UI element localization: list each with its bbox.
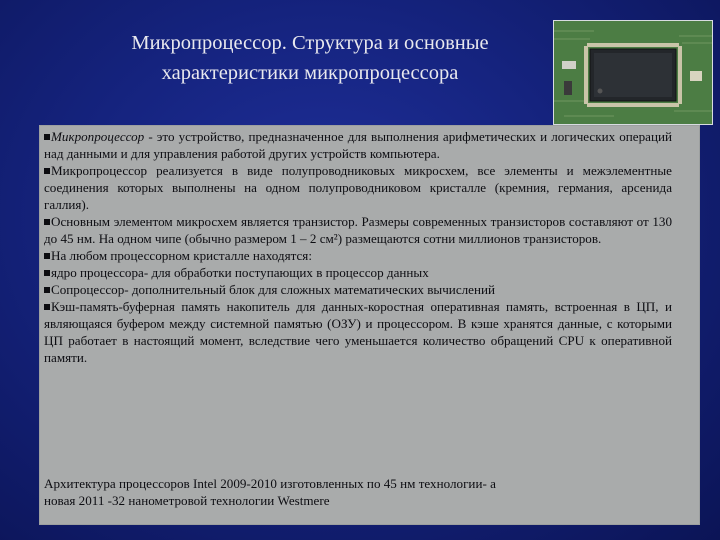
- square-bullet-icon: [44, 287, 50, 293]
- bullet-list: [44, 128, 672, 366]
- list-item: Сопроцессор- дополнительный блок для сложных математических вычислений: [44, 281, 672, 298]
- list-item: На любом процессорном кристалле находятся:: [44, 247, 672, 264]
- list-item: Микропроцессор - это устройство, предназначенное для выполнения арифметических и логических операций над данными и для управления работой других устройств компьютера.: [44, 129, 672, 161]
- footer-note: [44, 475, 672, 509]
- square-bullet-icon: [44, 134, 50, 140]
- title-line-1: Микропроцессор. Структура и основные: [131, 32, 489, 54]
- list-item: Кэш-память-буферная память накопитель для данных-коростная оперативная память, встроенная в ЦП, и являющаяся буфером между системной памятью (ОЗУ) и процессором. В кэше хранятся данные, с которыми ЦП работает в настоящий момент, вследствие чего уменьшается количество обращений CPU к оперативной памяти.: [44, 299, 672, 365]
- footer-line-1: Архитектура процессоров Intel 2009-2010 изготовленных по 45 нм технологии- а: [44, 476, 496, 491]
- footer-line-2: новая 2011 -32 нанометровой технологии Westmere: [44, 493, 330, 508]
- square-bullet-icon: [44, 219, 50, 225]
- list-item: Микропроцессор реализуется в виде полупроводниковых микросхем, все элементы и межэлементные соединения которых выполнены на одном полупроводниковом кристалле (кремния, германия, арсенида галлия).: [44, 163, 672, 212]
- square-bullet-icon: [44, 270, 50, 276]
- term-microprocessor: Микропроцессор: [51, 129, 145, 144]
- square-bullet-icon: [44, 168, 50, 174]
- list-item: Основным элементом микросхем является транзистор. Размеры современных транзисторов составляют от 130 до 45 нм. На одном чипе (обычно размером 1 – 2 см²) размещаются сотни миллионов транзисторов.: [44, 214, 672, 246]
- square-bullet-icon: [44, 253, 50, 259]
- slide-title: [60, 28, 560, 88]
- square-bullet-icon: [44, 304, 50, 310]
- list-item: ядро процессора- для обработки поступающих в процессор данных: [44, 264, 672, 281]
- microprocessor-photo: [553, 20, 713, 125]
- title-line-2: характеристики микропроцессора: [161, 62, 459, 84]
